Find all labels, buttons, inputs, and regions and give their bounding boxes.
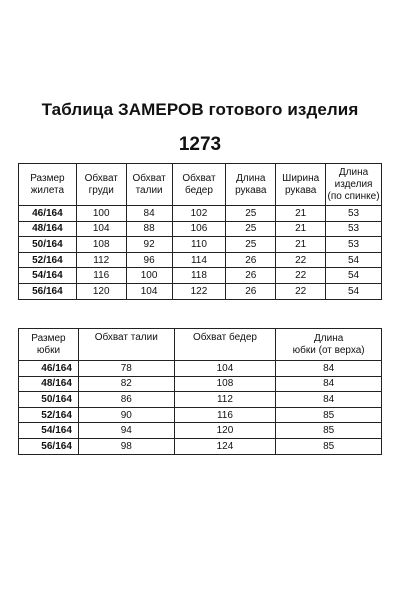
- table-row: [19, 361, 382, 377]
- value-cell: 104: [174, 361, 276, 377]
- table-row: [19, 438, 382, 454]
- size-cell: 46/164: [19, 361, 79, 377]
- size-cell: 48/164: [19, 221, 77, 237]
- header-cell: Длина юбки (от верха): [276, 329, 382, 361]
- model-number: 1273: [178, 134, 222, 155]
- value-cell: 26: [226, 252, 276, 268]
- value-cell: 82: [78, 376, 174, 392]
- table-row: [19, 423, 382, 439]
- value-cell: 112: [76, 252, 126, 268]
- value-cell: 26: [226, 283, 276, 299]
- value-cell: 118: [172, 268, 226, 284]
- header-cell: Обхват бедер: [174, 329, 276, 361]
- table-row: [19, 206, 382, 222]
- header-cell: Длина изделия (по спинке): [326, 164, 382, 206]
- value-cell: 90: [78, 407, 174, 423]
- value-cell: 104: [76, 221, 126, 237]
- value-cell: 53: [326, 206, 382, 222]
- value-cell: 122: [172, 283, 226, 299]
- value-cell: 120: [174, 423, 276, 439]
- value-cell: 53: [326, 221, 382, 237]
- value-cell: 22: [276, 268, 326, 284]
- table-row: [19, 283, 382, 299]
- value-cell: 25: [226, 221, 276, 237]
- header-cell: Размер жилета: [19, 164, 77, 206]
- value-cell: 54: [326, 252, 382, 268]
- value-cell: 96: [126, 252, 172, 268]
- size-cell: 48/164: [19, 376, 79, 392]
- value-cell: 112: [174, 392, 276, 408]
- value-cell: 86: [78, 392, 174, 408]
- skirt-measurements-table: [18, 328, 382, 455]
- size-cell: 56/164: [19, 283, 77, 299]
- header-cell: Обхват талии: [126, 164, 172, 206]
- value-cell: 85: [276, 438, 382, 454]
- table-row: [19, 392, 382, 408]
- value-cell: 100: [76, 206, 126, 222]
- table-row: [19, 376, 382, 392]
- table-row: [19, 268, 382, 284]
- value-cell: 110: [172, 237, 226, 253]
- header-cell: Обхват груди: [76, 164, 126, 206]
- header-cell: Обхват талии: [78, 329, 174, 361]
- value-cell: 88: [126, 221, 172, 237]
- value-cell: 116: [76, 268, 126, 284]
- vest-measurements-table: [18, 163, 382, 300]
- size-cell: 50/164: [19, 237, 77, 253]
- value-cell: 22: [276, 252, 326, 268]
- value-cell: 116: [174, 407, 276, 423]
- value-cell: 21: [276, 206, 326, 222]
- header-cell: Длина рукава: [226, 164, 276, 206]
- value-cell: 92: [126, 237, 172, 253]
- value-cell: 84: [276, 392, 382, 408]
- value-cell: 120: [76, 283, 126, 299]
- table-header-row: [19, 329, 382, 361]
- size-cell: 50/164: [19, 392, 79, 408]
- size-cell: 52/164: [19, 252, 77, 268]
- value-cell: 54: [326, 268, 382, 284]
- size-cell: 54/164: [19, 423, 79, 439]
- table-header-row: [19, 164, 382, 206]
- value-cell: 22: [276, 283, 326, 299]
- value-cell: 108: [76, 237, 126, 253]
- value-cell: 21: [276, 237, 326, 253]
- table-row: [19, 407, 382, 423]
- value-cell: 54: [326, 283, 382, 299]
- value-cell: 124: [174, 438, 276, 454]
- value-cell: 84: [126, 206, 172, 222]
- page-title: Таблица ЗАМЕРОВ готового изделия: [41, 100, 359, 119]
- value-cell: 25: [226, 206, 276, 222]
- value-cell: 84: [276, 361, 382, 377]
- table-row: [19, 237, 382, 253]
- header-cell: Размер юбки: [19, 329, 79, 361]
- header-cell: Ширина рукава: [276, 164, 326, 206]
- value-cell: 114: [172, 252, 226, 268]
- value-cell: 94: [78, 423, 174, 439]
- value-cell: 102: [172, 206, 226, 222]
- value-cell: 78: [78, 361, 174, 377]
- size-cell: 52/164: [19, 407, 79, 423]
- value-cell: 25: [226, 237, 276, 253]
- value-cell: 104: [126, 283, 172, 299]
- value-cell: 26: [226, 268, 276, 284]
- value-cell: 85: [276, 407, 382, 423]
- table-row: [19, 221, 382, 237]
- value-cell: 84: [276, 376, 382, 392]
- value-cell: 53: [326, 237, 382, 253]
- size-cell: 56/164: [19, 438, 79, 454]
- header-cell: Обхват бедер: [172, 164, 226, 206]
- value-cell: 100: [126, 268, 172, 284]
- value-cell: 98: [78, 438, 174, 454]
- value-cell: 21: [276, 221, 326, 237]
- value-cell: 85: [276, 423, 382, 439]
- value-cell: 108: [174, 376, 276, 392]
- size-cell: 54/164: [19, 268, 77, 284]
- value-cell: 106: [172, 221, 226, 237]
- table-row: [19, 252, 382, 268]
- size-cell: 46/164: [19, 206, 77, 222]
